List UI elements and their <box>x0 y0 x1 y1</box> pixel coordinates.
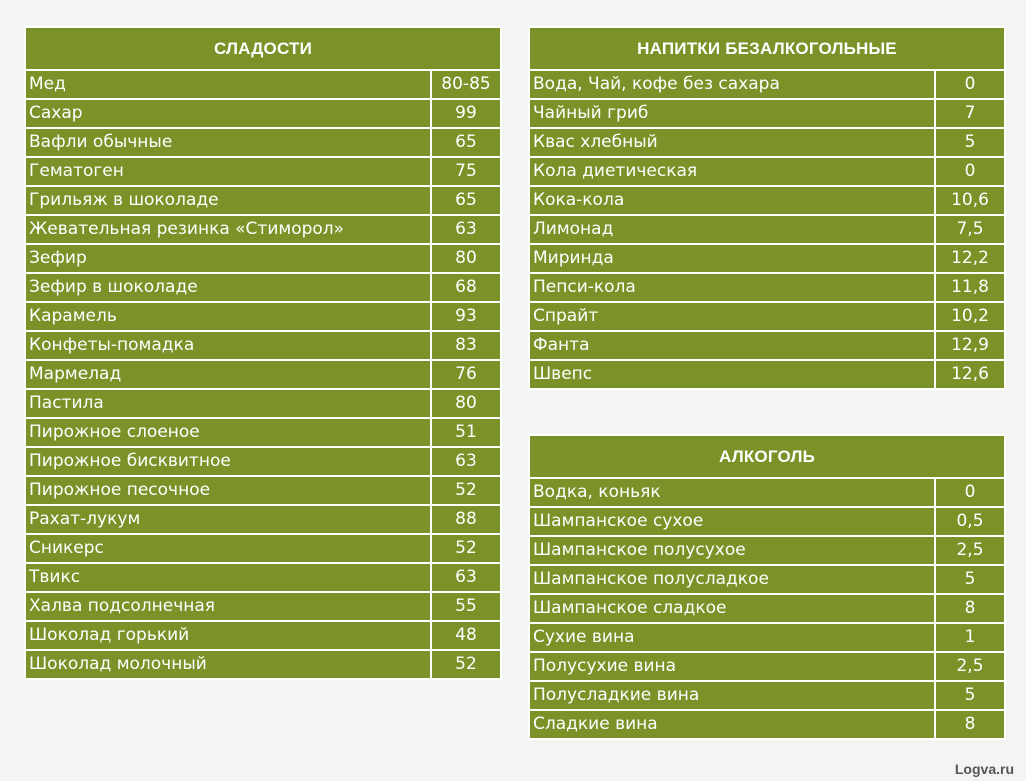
row-value: 0 <box>935 478 1005 507</box>
table-header-row <box>25 27 501 70</box>
row-value: 76 <box>431 360 501 389</box>
row-value: 68 <box>431 273 501 302</box>
row-name: Квас хлебный <box>529 128 935 157</box>
row-name: Сахар <box>25 99 431 128</box>
row-value: 0,5 <box>935 507 1005 536</box>
table-row <box>25 534 501 563</box>
table-row <box>529 507 1005 536</box>
row-value: 55 <box>431 592 501 621</box>
row-name: Рахат-лукум <box>25 505 431 534</box>
row-value: 93 <box>431 302 501 331</box>
soft-drinks-rows <box>529 70 1005 389</box>
row-name: Кола диетическая <box>529 157 935 186</box>
table-row <box>529 536 1005 565</box>
table-row <box>529 478 1005 507</box>
row-value: 63 <box>431 447 501 476</box>
table-row <box>25 621 501 650</box>
row-value: 12,2 <box>935 244 1005 273</box>
row-name: Халва подсолнечная <box>25 592 431 621</box>
row-name: Шампанское полусладкое <box>529 565 935 594</box>
row-value: 80 <box>431 244 501 273</box>
row-name: Водка, коньяк <box>529 478 935 507</box>
table-row <box>25 128 501 157</box>
table-row <box>25 476 501 505</box>
alcohol-title: АЛКОГОЛЬ <box>529 435 1005 478</box>
row-value: 8 <box>935 594 1005 623</box>
alcohol-table <box>528 434 1006 740</box>
table-row <box>25 331 501 360</box>
table-row <box>25 360 501 389</box>
row-name: Лимонад <box>529 215 935 244</box>
row-value: 7,5 <box>935 215 1005 244</box>
table-row <box>25 418 501 447</box>
table-row <box>529 157 1005 186</box>
table-row <box>529 652 1005 681</box>
table-row <box>529 244 1005 273</box>
row-value: 10,2 <box>935 302 1005 331</box>
row-name: Полусухие вина <box>529 652 935 681</box>
table-row <box>25 244 501 273</box>
table-row <box>529 273 1005 302</box>
row-name: Чайный гриб <box>529 99 935 128</box>
table-row <box>529 128 1005 157</box>
row-value: 5 <box>935 681 1005 710</box>
row-value: 99 <box>431 99 501 128</box>
row-name: Кока-кола <box>529 186 935 215</box>
row-name: Шампанское полусухое <box>529 536 935 565</box>
row-value: 65 <box>431 128 501 157</box>
row-value: 80-85 <box>431 70 501 99</box>
row-name: Сухие вина <box>529 623 935 652</box>
sweets-rows <box>25 70 501 679</box>
watermark: Logva.ru <box>954 761 1014 777</box>
table-row <box>529 623 1005 652</box>
table-row <box>529 302 1005 331</box>
table-row <box>25 592 501 621</box>
row-value: 48 <box>431 621 501 650</box>
table-row <box>529 215 1005 244</box>
sweets-table <box>24 26 502 680</box>
row-name: Твикс <box>25 563 431 592</box>
table-row <box>25 302 501 331</box>
row-value: 88 <box>431 505 501 534</box>
table-row <box>25 563 501 592</box>
row-name: Сникерс <box>25 534 431 563</box>
row-value: 0 <box>935 157 1005 186</box>
row-name: Гематоген <box>25 157 431 186</box>
row-name: Шоколад горький <box>25 621 431 650</box>
table-row <box>529 594 1005 623</box>
alcohol-rows <box>529 478 1005 739</box>
row-value: 11,8 <box>935 273 1005 302</box>
row-value: 52 <box>431 650 501 679</box>
row-name: Конфеты-помадка <box>25 331 431 360</box>
table-row <box>25 157 501 186</box>
row-value: 80 <box>431 389 501 418</box>
row-value: 83 <box>431 331 501 360</box>
row-name: Мармелад <box>25 360 431 389</box>
row-value: 52 <box>431 476 501 505</box>
row-value: 63 <box>431 215 501 244</box>
row-value: 63 <box>431 563 501 592</box>
row-value: 5 <box>935 565 1005 594</box>
row-name: Полусладкие вина <box>529 681 935 710</box>
row-name: Пастила <box>25 389 431 418</box>
row-name: Грильяж в шоколаде <box>25 186 431 215</box>
table-row <box>25 99 501 128</box>
row-name: Шоколад молочный <box>25 650 431 679</box>
table-row <box>529 710 1005 739</box>
table-row <box>25 186 501 215</box>
row-value: 12,6 <box>935 360 1005 389</box>
table-row <box>529 331 1005 360</box>
row-name: Шампанское сладкое <box>529 594 935 623</box>
table-header-row <box>529 27 1005 70</box>
table-row <box>529 70 1005 99</box>
row-name: Зефир в шоколаде <box>25 273 431 302</box>
row-value: 7 <box>935 99 1005 128</box>
table-row <box>25 273 501 302</box>
row-name: Пирожное песочное <box>25 476 431 505</box>
row-value: 52 <box>431 534 501 563</box>
sweets-title: СЛАДОСТИ <box>25 27 501 70</box>
table-row <box>25 215 501 244</box>
row-value: 75 <box>431 157 501 186</box>
row-name: Миринда <box>529 244 935 273</box>
row-name: Карамель <box>25 302 431 331</box>
table-row <box>529 99 1005 128</box>
table-row <box>529 565 1005 594</box>
row-name: Мед <box>25 70 431 99</box>
row-name: Сладкие вина <box>529 710 935 739</box>
table-row <box>529 186 1005 215</box>
row-value: 5 <box>935 128 1005 157</box>
soft-drinks-table <box>528 26 1006 390</box>
row-name: Швепс <box>529 360 935 389</box>
row-value: 51 <box>431 418 501 447</box>
row-value: 2,5 <box>935 536 1005 565</box>
table-row <box>25 70 501 99</box>
row-name: Пирожное бисквитное <box>25 447 431 476</box>
row-value: 8 <box>935 710 1005 739</box>
row-value: 12,9 <box>935 331 1005 360</box>
row-name: Фанта <box>529 331 935 360</box>
row-value: 1 <box>935 623 1005 652</box>
row-name: Жевательная резинка «Стиморол» <box>25 215 431 244</box>
table-row <box>25 389 501 418</box>
table-row <box>25 447 501 476</box>
table-header-row <box>529 435 1005 478</box>
table-row <box>529 681 1005 710</box>
row-name: Вода, Чай, кофе без сахара <box>529 70 935 99</box>
row-name: Спрайт <box>529 302 935 331</box>
soft-drinks-title: НАПИТКИ БЕЗАЛКОГОЛЬНЫЕ <box>529 27 1005 70</box>
row-name: Зефир <box>25 244 431 273</box>
row-name: Пирожное слоеное <box>25 418 431 447</box>
row-value: 2,5 <box>935 652 1005 681</box>
row-name: Вафли обычные <box>25 128 431 157</box>
table-row <box>25 505 501 534</box>
row-value: 10,6 <box>935 186 1005 215</box>
row-value: 0 <box>935 70 1005 99</box>
row-name: Пепси-кола <box>529 273 935 302</box>
table-row <box>529 360 1005 389</box>
row-value: 65 <box>431 186 501 215</box>
row-name: Шампанское сухое <box>529 507 935 536</box>
table-row <box>25 650 501 679</box>
